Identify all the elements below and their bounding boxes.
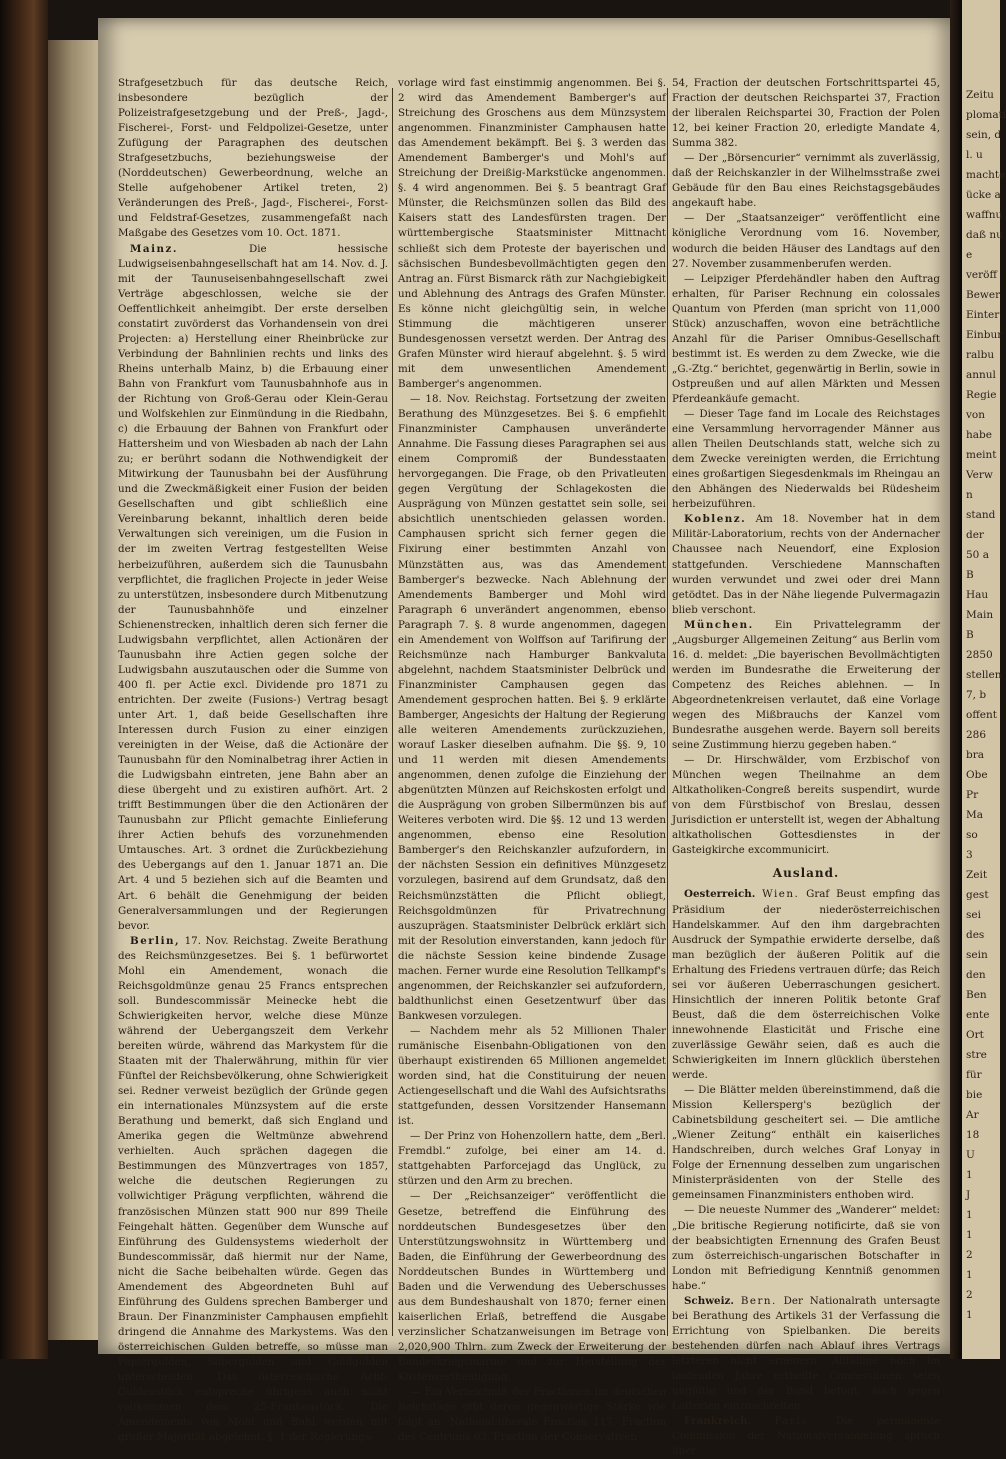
next-page-text-fragment: sein xyxy=(966,949,988,961)
article-text: — Dr. Hirschwälder, vom Erzbischof von München wegen Theilnahme an dem Altkatholiken-Congreß bereits suspendirt, wurde von dem Fürstbischof von Breslau, dessen Jurisdiction er unterstellt ist, wegen der Abhaltung altkatholischen Gottesdienstes in der Gasteigkirche excommunicirt. xyxy=(672,754,940,857)
next-page-text-fragment: e xyxy=(966,249,973,261)
next-page-text-fragment: der xyxy=(966,529,984,541)
article-paragraph xyxy=(672,618,940,753)
next-page-text-fragment: J xyxy=(966,1189,971,1201)
article-text: Die hessische Ludwigseisenbahngesellschaft hat am 14. Nov. d. J. mit der Taunuseisenbahngesellschaft zwei Verträge abgeschlossen, welche sie der Oeffentlichkeit anheimgibt. Der erste derselben constatirt zuvörderst das Vorhandensein von drei Projecten: a) Herstellung einer Rheinbrücke zur Verbindung der Bahnlinien rechts und links des Rheins unterhalb Mainz, b) die Erbauung einer Bahn von Frankfurt vom Taunusbahnhofe aus in der Richtung von Groß-Gerau oder Klein-Gerau und Wolfskehlen zur Einmündung in die Riedbahn, c) die Erbauung der Bahnen von Frankfurt oder Hattersheim und von Wiesbaden ab nach der Lahn zu; er berührt sodann die Nothwendigkeit der Mitwirkung der Taunusbahn bei der Ausführung und die Zweckmäßigkeit einer Fusion der beiden Gesellschaften und gibt schließlich eine Vereinbarung bekannt, inhaltlich deren beide Verwaltungen sich vereinigen, um die Fusion in der im zweiten Vertrag festgestellten Weise herbeizuführen, außerdem sich die Taunusbahn verpflichtet, die fraglichen Projecte in jeder Weise zu unterstützen, insbesondere durch Mitbenutzung der Taunusbahnhöfe und einzelner Schienenstrecken, inhaltlich deren sich ferner die Ludwigsbahn verpflichtet, allen Actionären der Taunusbahn ihre Actien gegen solche der Ludwigsbahn auszutauschen oder die Summe von 400 fl. per Actie excl. Dividende pro 1871 zu entrichten. Der zweite (Fusions-) Vertrag besagt unter Art. 1, daß beide Gesellschaften ihre Interessen durch Fusion zu einer einzigen vereinigten in der Weise, daß die Actionäre der Taunusbahn für den Nominalbetrag ihrer Actien in die Ludwigsbahn eintreten, jene Bahn aber an diese übergeht und zu existiren aufhört. Art. 2 trifft Bestimmungen über die den Actionären der Taunusbahn zur Pflicht gemachte Einlieferung ihrer Actien behufs des vorzunehmenden Umtausches. Art. 3 ordnet die Zurückbeziehung des Uebergangs auf den 1. Januar 1871 an. Die Art. 4 und 5 beziehen sich auf die Beamten und Art. 6 behält die Genehmigung der beiden Generalversammlungen und der Regierungen bevor. xyxy=(118,242,388,932)
next-page-text-fragment: Ma xyxy=(966,809,984,821)
next-page-text-fragment: B xyxy=(966,629,974,641)
next-page-text-fragment: sein, d xyxy=(966,129,1002,141)
next-page-text-fragment: B xyxy=(966,569,974,581)
next-page-fragment xyxy=(962,0,1006,1359)
next-page-text-fragment: 1 xyxy=(966,1209,973,1221)
column-rule-1 xyxy=(392,88,393,1336)
article-text: — Ein Verzeichniß der Fractionen im deutschen Reichstage gibt deren gegenwärtige Stärke wie folgt an: National-liberale Fraction 117, Fraction des Centrums 63, Fraction der Conservativen xyxy=(398,1386,666,1444)
next-page-text-fragment: Zeit xyxy=(966,869,988,881)
article-text: Die permanente Commission der Nationalversammlung sprach über xyxy=(672,1415,940,1458)
next-page-text-fragment: 1 xyxy=(966,1269,973,1281)
next-page-text-fragment: stand xyxy=(966,509,996,521)
page-stack-edge xyxy=(48,40,100,1340)
next-page-text-fragment: Obe xyxy=(966,769,988,781)
next-page-text-fragment: 1 xyxy=(966,1169,973,1181)
country-label: Schweiz. xyxy=(684,1294,734,1307)
country-label: Oesterreich. xyxy=(684,888,756,901)
column-rule-2 xyxy=(667,88,668,1336)
next-page-text-fragment: 50 a xyxy=(966,549,989,561)
next-page-text-fragment: 7, b xyxy=(966,689,987,701)
article-text: Ein Privattelegramm der „Augsburger Allgemeinen Zeitung“ aus Berlin vom 16. d. meldet: „Die bayerischen Bevollmächtigten werden im Bundesrathe die Erweiterung der Competenz des Reiches ablehnen. — In Abgeordnetenkreisen verlautet, daß eine Vorlage wegen des Mißbrauchs der Kanzel vom Bundesrathe ausgehen werde. Bayern soll bereits seine Zustimmung hierzu gegeben haben.“ xyxy=(672,618,940,752)
next-page-text-fragment: 3 xyxy=(966,849,973,861)
next-page-text-fragment: n xyxy=(966,489,973,501)
country-label: Frankreich. xyxy=(684,1415,752,1428)
next-page-text-fragment: daß nu xyxy=(966,229,1003,241)
column-2 xyxy=(398,76,666,1444)
article-text: Strafgesetzbuch für das deutsche Reich, insbesondere bezüglich der Polizeistrafgesetzgebung und der Preß-, Jagd-, Fischerei-, Forst- und Feldpolizei-Gesetze, unter Zufügung der Paragraphen des deutschen Strafgesetzbuchs, beziehungsweise der (Norddeutschen) Gewerbeordnung, welche an Stelle aufgehobener Artikel treten, 2) Veränderungen des Preß-, Jagd-, Fischerei-, Forst- und Feldstraf-Gesetzes, zusammengefaßt nach Maßgabe des Gesetzes vom 10. Oct. 1871. xyxy=(118,77,388,240)
next-page-text-fragment: gest xyxy=(966,889,989,901)
article-paragraph xyxy=(672,512,940,617)
article-paragraph xyxy=(672,887,940,1083)
next-page-text-fragment: offent xyxy=(966,709,997,721)
article-text: Der Nationalrath untersagte bei Berathung des Artikels 31 der Verfassung die Errichtung von Spielbanken. Die bereits bestehenden dürfen nach Ablauf ihres Vertrags letzteren nicht erneuern. Allfällige noch im laufenden Jahre ertheilte Concessionen seien ungültig und der Bund befugt, auch gegen Lotterien einzuschreiten. xyxy=(672,1294,940,1413)
next-page-text-fragment: ücke a xyxy=(966,189,1001,201)
next-page-text-fragment: stre xyxy=(966,1049,987,1061)
dateline-place: Wien. xyxy=(762,888,800,901)
article-text: — Leipziger Pferdehändler haben den Auftrag erhalten, für Pariser Rechnung ein colossales Quantum von Pferden (man spricht von 11,000 Stück) anzuschaffen, wovon eine beträchtliche Anzahl für die Pariser Omnibus-Gesellschaft bestimmt ist. Es werden zu dem Zwecke, wie die „G.-Ztg.“ berichtet, gegenwärtig in Berlin, sowie in Ostpreußen und auf allen Märkten und Messen Pferdeankäufe gemacht. xyxy=(672,272,940,405)
next-page-text-fragment: Bewer xyxy=(966,289,1001,301)
next-page-text-fragment: 2 xyxy=(966,1289,973,1301)
next-page-text-fragment: für xyxy=(966,1069,982,1081)
article-text: 17. Nov. Reichstag. Zweite Berathung des Reichsmünzgesetzes. Bei §. 1 befürwortet Mohl ein Amendement, wonach die Reichsgoldmünze genau 25 Francs entsprechen soll. Bundescommissär Meinecke hebt die Schwierigkeiten hervor, welche diese Münze während der Uebergangszeit dem Verkehr bereiten würde, während das Markystem für die Staaten mit der Thalerwährung, mithin für vier Fünftel der Reichsbevölkerung, ohne Schwierigkeit sei. Redner verweist bezüglich der Gründe gegen ein internationales Münzsystem auf die erste Berathung und bemerkt, daß sich England und Amerika gegen die Weltmünze abwehrend verhielten. Auch sprächen dagegen die Bestimmungen des Münzvertrages von 1857, welche die deutschen Regierungen zu vollwichtiger Prägung verpflichten, während die französischen Münzen statt 900 nur 899 Theile Feingehalt hätten. Gegenüber dem Wunsche auf Einführung des Guldensystems wiederholt der Bundescommissär, daß hiermit nur der Name, nicht die Sache beibehalten würde. Gegen das Amendement des Abgeordneten Buhl auf Einführung des Guldens sprechen Bamberger und Braun. Der Finanzminister Camphausen empfiehlt dringend die Annahme des Markystems. Was den österreichischen Gulden betreffe, so müsse man Papiergulden, Silbergulden und Goldgulden unterscheiden. Das österreichische Acht-Guldenstück entspreche übrigens auch nicht vollkommen dem 25-Frankenstück. Die Amendements von Mohl und Buhl werden mit großer Majorität abgelehnt. §. 1 der Regierungs- xyxy=(118,934,388,1444)
article-text: — Die Blätter melden übereinstimmend, daß die Mission Kellersperg's bezüglich der Cabinetsbildung gescheitert sei. — Die amtliche „Wiener Zeitung“ enthält ein kaiserliches Handschreiben, durch welches Graf Lonyay in Folge der Ernennung desselben zum ungarischen Ministerpräsidenten von der Stelle des gemeinsamen Finanzministers enthoben wird. xyxy=(672,1084,940,1202)
section-heading: Ausland. xyxy=(772,866,840,881)
next-page-text-fragment: bra xyxy=(966,749,985,761)
article-text: — Der „Reichsanzeiger“ veröffentlicht die Gesetze, betreffend die Einführung des norddeutschen Bundesgesetzes über den Unterstützungswohnsitz in Württemberg und Baden, die Einführung der Gewerbeordnung des Norddeutschen Bundes in Württemberg und Baden und die Verwendung des Ueberschusses aus dem Bundeshaushalt von 1870; ferner einen kaiserlichen Erlaß, betreffend die Ausgabe verzinslicher Schatzanweisungen im Betrage von 2,020,900 Thlrn. zum Zweck der Erweiterung der Bundeskriegsmarine und zur Herstellung der Küstenvertheidigung. xyxy=(398,1190,666,1384)
book-spine xyxy=(0,0,48,1359)
article-text: — Der „Staatsanzeiger“ veröffentlicht eine königliche Verordnung vom 16. November, wodurch die beiden Häuser des Landtags auf den 27. November zusammenberufen werden. xyxy=(672,212,940,270)
next-page-text-fragment: 2850 xyxy=(966,649,993,661)
next-page-text-fragment: ente xyxy=(966,1009,990,1021)
next-page-text-fragment: Ben xyxy=(966,989,987,1001)
next-page-text-fragment: 1 xyxy=(966,1229,973,1241)
next-page-text-fragment: Pr xyxy=(966,789,979,801)
article-paragraph xyxy=(118,242,388,934)
column-3 xyxy=(672,76,941,1458)
next-page-text-fragment: Verw xyxy=(966,469,993,481)
next-page-text-fragment: des xyxy=(966,929,985,941)
next-page-text-fragment: 18 xyxy=(966,1129,980,1141)
next-page-text-fragment: Einbur xyxy=(966,329,1003,341)
dateline-place: Koblenz. xyxy=(684,513,747,526)
next-page-text-fragment: plomati xyxy=(966,109,1006,121)
book-gutter xyxy=(950,0,962,1359)
next-page-text-fragment: stellen xyxy=(966,669,1002,681)
article-text: 54, Fraction der deutschen Fortschrittspartei 45, Fraction der deutschen Reichspartei 37, Fraction der liberalen Reichspartei 30, Fraction der Polen 12, bei keiner Fraction 20, erledigte Mandate 4, Summa 382. xyxy=(672,77,940,150)
next-page-text-fragment: machte xyxy=(966,169,1006,181)
article-paragraph xyxy=(672,1294,940,1414)
next-page-text-fragment: ralbu xyxy=(966,349,995,361)
dateline-place: Bern. xyxy=(740,1294,777,1307)
next-page-text-fragment: habe xyxy=(966,429,992,441)
dateline-place: Paris. xyxy=(774,1415,813,1428)
next-page-text-fragment: veröff xyxy=(966,269,997,281)
next-page-text-fragment: meint xyxy=(966,449,997,461)
next-page-text-fragment: 1 xyxy=(966,1309,973,1321)
next-page-text-fragment: Einter xyxy=(966,309,1000,321)
article-paragraph xyxy=(672,1414,940,1459)
dateline-place: München. xyxy=(684,618,754,631)
next-page-text-fragment: 286 xyxy=(966,729,987,741)
article-text: — Der „Börsencurier“ vernimmt als zuverlässig, daß der Reichskanzler in der Wilhelmsstraße zwei Gebäude für den Bau eines Reichstagsgebäudes angekauft habe. xyxy=(672,152,940,210)
next-page-text-fragment: annul xyxy=(966,369,996,381)
next-page-text-fragment: Main xyxy=(966,609,994,621)
next-page-text-fragment: Hau xyxy=(966,589,989,601)
article-text: — Dieser Tage fand im Locale des Reichstages eine Versammlung hervorragender Männer aus allen Theilen Deutschlands statt, welche sich zu dem Zwecke vereinigten werden, die Errichtung eines großartigen Siegesdenkmals im Rheingau an den Abhängen des Niederwalds bei Rüdesheim herbeizuführen. xyxy=(672,408,940,511)
dateline-place: Berlin, xyxy=(130,934,181,947)
article-text: — Nachdem mehr als 52 Millionen Thaler rumänische Eisenbahn-Obligationen von den überhaupt existirenden 65 Millionen angemeldet worden sind, hat die Constituirung der neuen Actiengesellschaft und die Wahl des Aufsichtsraths stattgefunden, dessen Vorsitzender Hansemann ist. xyxy=(398,1024,666,1128)
next-page-text-fragment: 2 xyxy=(966,1249,973,1261)
next-page-text-fragment: Regie xyxy=(966,389,997,401)
column-1 xyxy=(118,76,388,1444)
next-page-text-fragment: waffnu xyxy=(966,209,1003,221)
next-page-text-fragment: Ort xyxy=(966,1029,984,1041)
next-page-text-fragment: U xyxy=(966,1149,975,1161)
article-text: — Der Prinz von Hohenzollern hatte, dem „Berl. Fremdbl.“ zufolge, bei einer am 14. d. stattgehabten Parforcejagd das Unglück, zu stürzen und den Arm zu brechen. xyxy=(398,1130,666,1188)
next-page-text-fragment: den xyxy=(966,969,986,981)
next-page-text-fragment: von xyxy=(966,409,986,421)
article-text: Graf Beust empfing das Präsidium der niederösterreichischen Handelskammer. Auf den ihm dargebrachten Ausdruck der Sympathie erwiderte derselbe, daß man bezüglich der äußeren Politik auf die Erhaltung des Friedens vertrauen dürfe; das Reich sei vor äußeren Ueberraschungen gesichert. Hinsichtlich der inneren Politik betonte Graf Beust, daß die dem österreichischen Volke innewohnende Elasticität und Frische eine zuverlässige Gewähr seien, daß es auch die Schwierigkeiten im Innern glücklich überstehen werde. xyxy=(672,888,940,1082)
next-page-text-fragment: l. u xyxy=(966,149,983,161)
article-text: vorlage wird fast einstimmig angenommen. Bei §. 2 wird das Amendement Bamberger's auf Streichung des Groschens aus dem Münzsystem angenommen. Finanzminister Camphausen hatte das Amendement bekämpft. Bei §. 3 werden das Amendement Bamberger's und Mohl's auf Streichung der Dreißig-Markstücke angenommen. §. 4 wird angenommen. Bei §. 5 beantragt Graf Münster, die Reichsmünzen sollen das Bild des Kaisers statt des Landesfürsten tragen. Der württembergische Staatsminister Mittnacht schließt sich dem Proteste der bayerischen und sächsischen Bundesbevollmächtigten gegen den Antrag an. Fürst Bismarck räth zur Nachgiebigkeit und Ablehnung des Antrags des Grafen Münster. Es könne nicht gleichgültig sein, in welche Stimmung die mächtigeren unserer Bundesgenossen versetzt werden. Der Antrag des Grafen Münster wird hierauf abgelehnt. §. 5 wird mit dem unwesentlichen Amendement Bamberger's angenommen. xyxy=(398,77,666,390)
next-page-text-fragment: so xyxy=(966,829,978,841)
article-text: — Die neueste Nummer des „Wanderer“ meldet: „Die britische Regierung notificirte, daß sie von der beabsichtigten Ernennung des Grafen Beust zum österreichisch-ungarischen Botschafter in London mit Befriedigung Kenntniß genommen habe.“ xyxy=(672,1204,940,1292)
next-page-text-fragment: Ar xyxy=(966,1109,979,1121)
next-page-text-fragment: bie xyxy=(966,1089,983,1101)
next-page-text-fragment: sei xyxy=(966,909,981,921)
article-text: — 18. Nov. Reichstag. Fortsetzung der zweiten Berathung des Münzgesetzes. Bei §. 6 empfiehlt Finanzminister Camphausen unveränderte Annahme. Die Fassung dieses Paragraphen sei aus einem Compromiß der Bundesstaaten hervorgegangen. Die Frage, ob den Privatleuten gegen Vergütung der Schlagekosten die Ausprägung von Münzen gestattet sein solle, sei absichtlich unentschieden gelassen worden. Camphausen spricht sich ferner gegen die Fixirung einer bestimmten Anzahl von Münzstätten aus, was das Amendement Bamberger's bezwecke. Nach Ablehnung der Amendements Bamberger und Mohl wird Paragraph 6 unverändert angenommen, ebenso Paragraph 7. §. 8 wurde angenommen, dagegen ein Amendement von Wolffson auf Tarifirung der Reichsmünze nach Hamburger Bankvaluta abgelehnt, nachdem Staatsminister Delbrück und Finanzminister Camphausen gegen das Amendement gesprochen hatten. Bei §. 9 erklärte Bamberger, Angesichts der Haltung der Regierung alle weiteren Amendements zurückzuziehen, worauf Lasker dieselben aufnahm. Die §§. 9, 10 und 11 werden mit diesen Amendements angenommen, denen zufolge die Einziehung der abgenützten Münzen auf Reichskosten erfolgt und die Ausprägung von groben Silbermünzen bis auf Weiteres verboten wird. Die §§. 12 und 13 werden angenommen, ebenso eine Resolution Bamberger's den Reichskanzler aufzufordern, in der nächsten Session ein definitives Münzgesetz vorzulegen, basirend auf dem Grundsatz, daß den Reichsmünzstätten die Pflicht obliegt, Reichsgoldmünzen für Privatrechnung auszuprägen. Staatsminister Delbrück erklärt sich mit der Resolution einverstanden, kann jedoch für die nächste Session keine bindende Zusage machen. Ferner wurde eine Resolution Tellkampf's angenommen, der Reichskanzler sei aufzufordern, baldthunlichst einen Gesetzentwurf über das Bankwesen vorzulegen. xyxy=(398,392,666,1022)
article-paragraph xyxy=(118,934,388,1446)
next-page-text-fragment: Zeitu xyxy=(966,89,994,101)
dateline-place: Mainz. xyxy=(130,242,178,255)
article-text: Am 18. November hat in dem Militär-Laboratorium, rechts von der Andernacher Chaussee nach Neuendorf, eine Explosion stattgefunden. Verschiedene Mannschaften wurden verwundet und zwei oder drei Mann getödtet. Das in der Nähe liegende Pulvermagazin blieb verschont. xyxy=(672,513,941,616)
